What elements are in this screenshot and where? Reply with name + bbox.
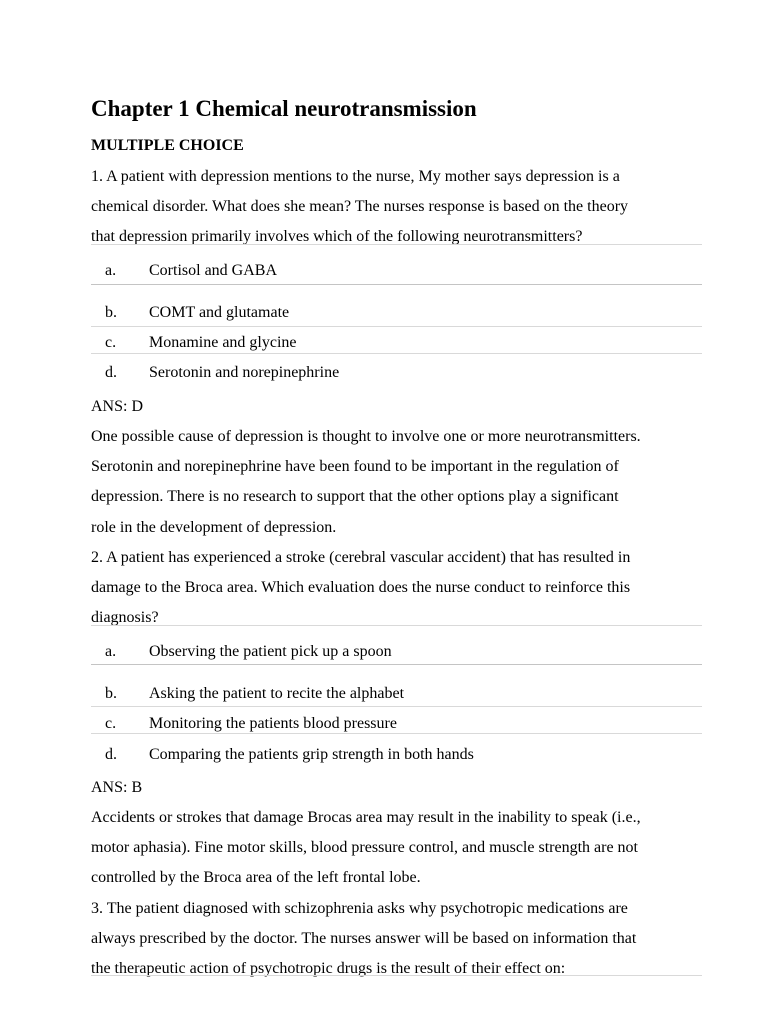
rationale-line: Accidents or strokes that damage Brocas area may result in the inability to speak (i.e.,	[91, 809, 641, 826]
q1-option-a-text: Cortisol and GABA	[149, 262, 277, 279]
rationale-line: motor aphasia). Fine motor skills, blood pressure control, and muscle strength are not	[91, 839, 638, 857]
question-3-stem-line: always prescribed by the doctor. The nurses answer will be based on information that	[91, 930, 637, 948]
divider-line	[91, 353, 702, 354]
q1-option-b-letter: b.	[105, 304, 117, 321]
q2-option-b-letter: b.	[105, 685, 117, 702]
q1-option-d-letter: d.	[105, 364, 117, 381]
question-3-stem	[91, 894, 636, 985]
question-1-stem-line: that depression primarily involves which of the following neurotransmitters?	[91, 228, 583, 246]
question-3-stem-line: the therapeutic action of psychotropic drugs is the result of their effect on:	[91, 960, 566, 978]
question-2-stem-line: damage to the Broca area. Which evaluation does the nurse conduct to reinforce this	[91, 579, 631, 597]
divider-line	[91, 975, 702, 976]
question-3-stem-line: 3. The patient diagnosed with schizophrenia asks why psychotropic medications are	[91, 900, 628, 917]
q1-option-b-text: COMT and glutamate	[149, 304, 290, 321]
divider-line	[91, 664, 702, 665]
q2-option-b-text: Asking the patient to recite the alphabet	[149, 685, 405, 702]
question-1-stem-line: 1. A patient with depression mentions to the nurse, My mother says depression is a	[91, 168, 620, 185]
rationale-line: role in the development of depression.	[91, 518, 337, 536]
rationale-line: Serotonin and norepinephrine have been found to be important in the regulation of	[91, 458, 619, 476]
question-2-stem-line: diagnosis?	[91, 609, 159, 627]
q2-option-c-letter: c.	[105, 715, 117, 732]
q2-option-d-letter: d.	[105, 746, 117, 763]
section-heading: MULTIPLE CHOICE	[91, 137, 244, 154]
question-2-stem-line: 2. A patient has experienced a stroke (cerebral vascular accident) that has resulted in	[91, 549, 631, 566]
question-1-stem	[91, 162, 628, 253]
q2-option-d-text: Comparing the patients grip strength in both hands	[149, 746, 474, 763]
question-1-stem-line: chemical disorder. What does she mean? The nurses response is based on the theory	[91, 198, 629, 216]
question-2-answer: ANS: B	[91, 779, 143, 796]
divider-line	[91, 244, 702, 245]
divider-line	[91, 326, 702, 327]
rationale-line: depression. There is no research to support that the other options play a significant	[91, 488, 619, 506]
q1-option-a-letter: a.	[105, 262, 117, 279]
chapter-title: Chapter 1 Chemical neurotransmission	[91, 96, 477, 121]
divider-line	[91, 625, 702, 626]
question-1-rationale	[91, 422, 641, 543]
question-1-answer: ANS: D	[91, 398, 144, 415]
divider-line	[91, 733, 702, 734]
q2-option-c-text: Monitoring the patients blood pressure	[149, 715, 397, 732]
divider-line	[91, 706, 702, 707]
q1-option-c-text: Monamine and glycine	[149, 334, 297, 351]
question-2-rationale	[91, 803, 641, 894]
divider-line	[91, 284, 702, 285]
rationale-line: controlled by the Broca area of the left frontal lobe.	[91, 869, 421, 887]
rationale-line: One possible cause of depression is thought to involve one or more neurotransmitters.	[91, 428, 641, 445]
q1-option-d-text: Serotonin and norepinephrine	[149, 364, 340, 381]
q2-option-a-letter: a.	[105, 643, 117, 660]
q1-option-c-letter: c.	[105, 334, 117, 351]
q2-option-a-text: Observing the patient pick up a spoon	[149, 643, 392, 660]
question-2-stem	[91, 543, 630, 634]
